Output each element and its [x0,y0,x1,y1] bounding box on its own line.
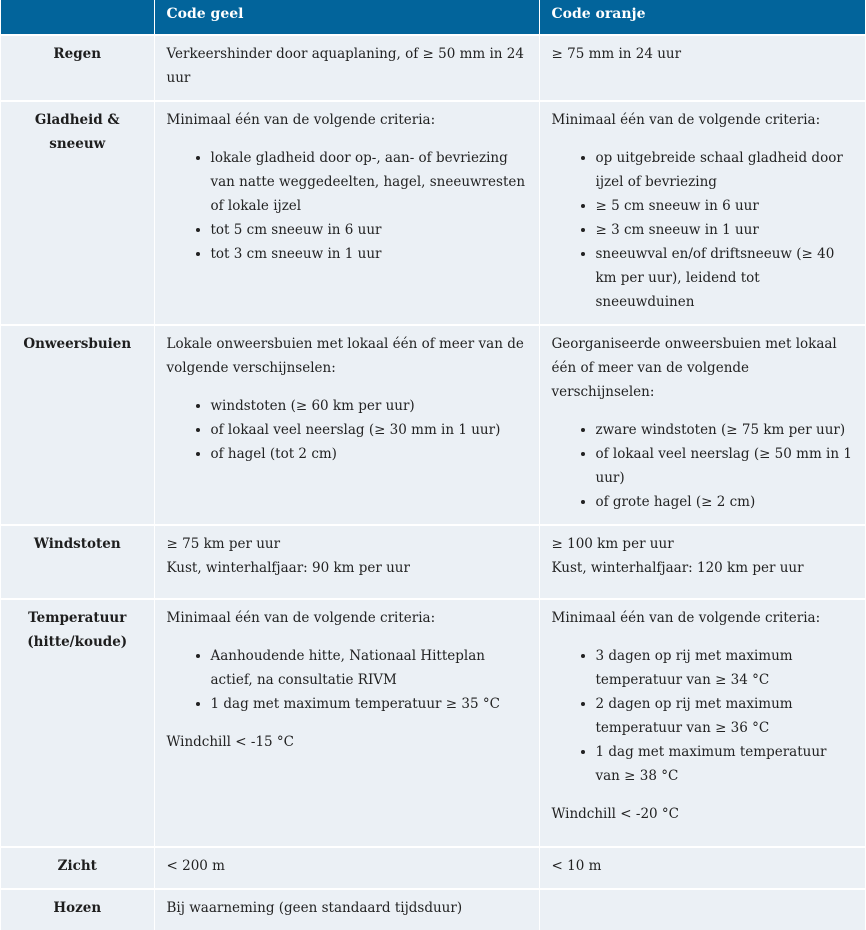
cell-oranje [539,35,865,101]
header-row [1,0,865,35]
row-label: Temperatuur (hitte/koude) [1,599,154,847]
row-onweersbuien [1,325,865,525]
cell-text: < 200 m [166,858,225,874]
list-item: • zware windstoten (≥ 75 km per uur) [596,418,853,442]
cell-intro: Georganiseerde onweersbuien met lokaal één of meer van de volgende verschijnselen: [551,336,837,400]
cell-oranje [539,599,865,847]
cell-intro: Minimaal één van de volgende criteria: [551,610,821,626]
cell-geel [154,889,539,930]
cell-intro: Minimaal één van de volgende criteria: [166,610,436,626]
list-item: • 2 dagen op rij met maximum temperatuur van ≥ 36 °C [596,692,853,740]
cell-line: Kust, winterhalfjaar: 120 km per uur [551,560,804,576]
list-item: • tot 5 cm sneeuw in 6 uur [211,218,527,242]
cell-geel [154,525,539,599]
row-zicht [1,847,865,889]
list-item: • 3 dagen op rij met maximum temperatuur van ≥ 34 °C [596,644,853,692]
row-label: Regen [1,35,154,101]
list-item: • op uitgebreide schaal gladheid door ijzel of bevriezing [596,146,853,194]
cell-oranje [539,101,865,325]
cell-text: < 10 m [551,858,602,874]
criteria-list [552,418,853,514]
criteria-list [552,146,853,314]
header-empty [1,0,154,35]
windchill-note: Windchill < -15 °C [166,734,295,750]
row-label: Windstoten [1,525,154,599]
list-item: • windstoten (≥ 60 km per uur) [211,394,527,418]
list-item: • ≥ 5 cm sneeuw in 6 uur [596,194,853,218]
cell-intro: Minimaal één van de volgende criteria: [551,112,821,128]
row-temperatuur [1,599,865,847]
cell-line: ≥ 75 km per uur [166,536,281,552]
cell-line: ≥ 100 km per uur [551,536,674,552]
criteria-list [167,146,527,266]
cell-intro: Lokale onweersbuien met lokaal één of meer van de volgende verschijnselen: [166,336,524,376]
criteria-list [167,394,527,466]
list-item: • ≥ 3 cm sneeuw in 1 uur [596,218,853,242]
list-item: • lokale gladheid door op-, aan- of bevriezing van natte weggedeelten, hagel, sneeuwresten of lokale ijzel [211,146,527,218]
cell-geel [154,101,539,325]
row-gladheid-sneeuw [1,101,865,325]
cell-text: Verkeershinder door aquaplaning, of ≥ 50 mm in 24 uur [166,46,524,86]
list-item: • tot 3 cm sneeuw in 1 uur [211,242,527,266]
row-label: Onweersbuien [1,325,154,525]
cell-geel [154,35,539,101]
cell-oranje [539,525,865,599]
cell-line: Kust, winterhalfjaar: 90 km per uur [166,560,410,576]
header-code-oranje: Code oranje [539,0,865,35]
cell-text: ≥ 75 mm in 24 uur [551,46,682,62]
list-item: • sneeuwval en/of driftsneeuw (≥ 40 km per uur), leidend tot sneeuwduinen [596,242,853,314]
row-label: Hozen [1,889,154,930]
warning-criteria-table [1,0,866,930]
list-item: • of lokaal veel neerslag (≥ 30 mm in 1 uur) [211,418,527,442]
cell-oranje [539,889,865,930]
list-item: • of hagel (tot 2 cm) [211,442,527,466]
cell-oranje [539,325,865,525]
row-label: Zicht [1,847,154,889]
row-regen [1,35,865,101]
cell-geel [154,847,539,889]
list-item: • of lokaal veel neerslag (≥ 50 mm in 1 uur) [596,442,853,490]
row-windstoten [1,525,865,599]
list-item: • Aanhoudende hitte, Nationaal Hitteplan actief, na consultatie RIVM [211,644,527,692]
list-item: • 1 dag met maximum temperatuur van ≥ 38 °C [596,740,853,788]
row-label: Gladheid & sneeuw [1,101,154,325]
criteria-list [552,644,853,788]
cell-oranje [539,847,865,889]
cell-geel [154,599,539,847]
cell-geel [154,325,539,525]
cell-intro: Minimaal één van de volgende criteria: [166,112,436,128]
criteria-list [167,644,527,716]
cell-text: Bij waarneming (geen standaard tijdsduur) [166,900,463,916]
list-item: • of grote hagel (≥ 2 cm) [596,490,853,514]
header-code-geel: Code geel [154,0,539,35]
windchill-note: Windchill < -20 °C [551,806,680,822]
list-item: • 1 dag met maximum temperatuur ≥ 35 °C [211,692,527,716]
row-hozen [1,889,865,930]
